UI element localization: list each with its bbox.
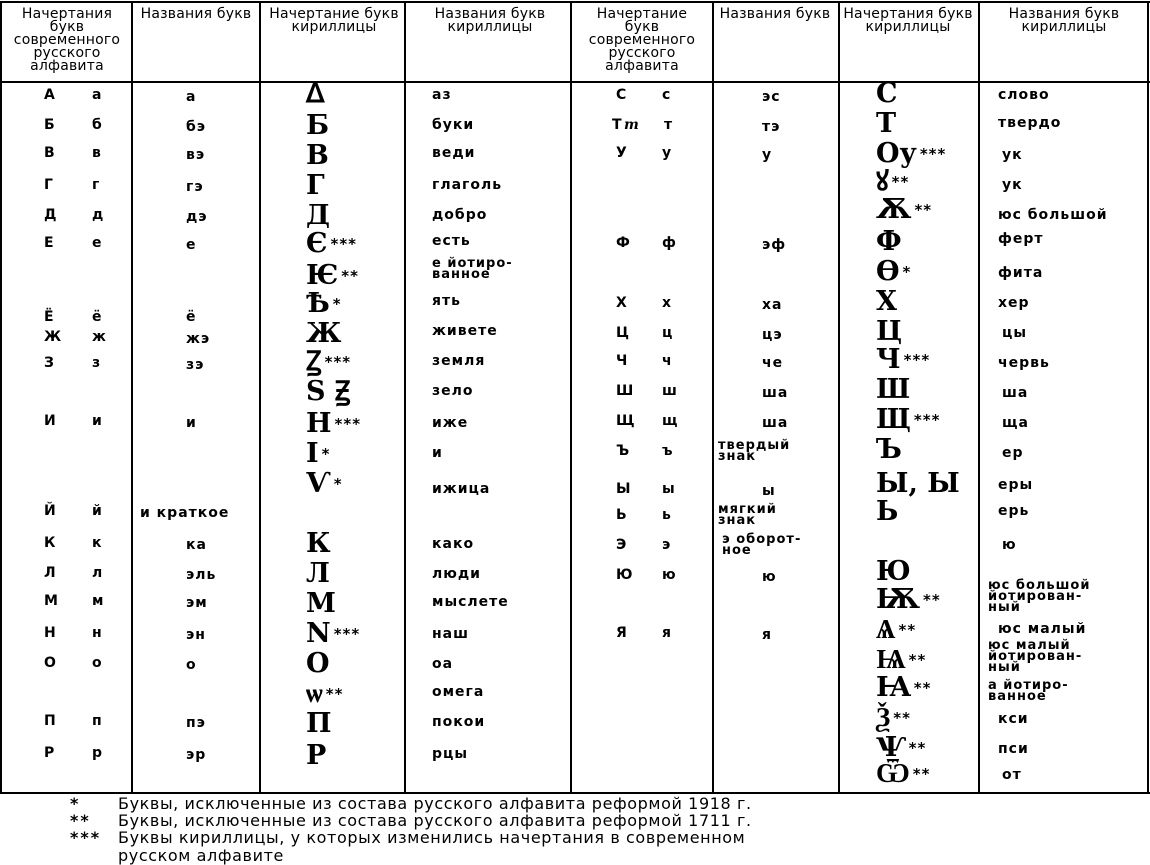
footnote-text: русском алфавите bbox=[118, 846, 284, 865]
cyrillic-letter-name: ер bbox=[1002, 445, 1024, 461]
modern-letter-upper: Ь bbox=[616, 507, 628, 523]
modern-letter-lower: ъ bbox=[662, 443, 674, 459]
cyrillic-glyph: Ѩ bbox=[876, 644, 906, 675]
modern-letter-upper: Е bbox=[44, 235, 55, 251]
modern-letter-name: че bbox=[762, 355, 784, 371]
modern-letter-name: ша bbox=[762, 415, 789, 431]
modern-letter-upper: С bbox=[616, 87, 628, 103]
cyrillic-letter bbox=[306, 530, 331, 558]
cyrillic-letter-name: како bbox=[432, 536, 475, 552]
footnote-mark: *** bbox=[324, 353, 352, 371]
modern-letter-lower: в bbox=[92, 145, 102, 161]
cyrillic-letter bbox=[306, 470, 343, 498]
modern-letter-lower: е bbox=[92, 235, 103, 251]
cyrillic-letter-name: живете bbox=[432, 323, 498, 339]
cyrillic-letter bbox=[306, 650, 330, 678]
modern-letter-name: ша bbox=[762, 385, 789, 401]
cyrillic-glyph: Г bbox=[306, 170, 325, 201]
cyrillic-glyph: І bbox=[306, 438, 319, 469]
cyrillic-letter bbox=[876, 646, 926, 674]
cyrillic-letter-name: иже bbox=[432, 415, 469, 431]
cyrillic-glyph: Ꙁ bbox=[306, 346, 322, 377]
footnote-mark: * bbox=[70, 794, 81, 813]
modern-letter-lower: с bbox=[662, 87, 672, 103]
cyrillic-glyph: Ъ bbox=[876, 434, 902, 465]
modern-letter-lower: л bbox=[92, 565, 104, 581]
cyrillic-letter bbox=[306, 710, 332, 738]
cyrillic-letter bbox=[306, 410, 361, 438]
modern-letter-upper: Ч bbox=[616, 353, 629, 369]
modern-letter-name: я bbox=[762, 627, 772, 643]
modern-letter-lower: ё bbox=[92, 309, 103, 325]
footnote-mark: ** bbox=[923, 591, 941, 609]
cyrillic-letter bbox=[876, 616, 916, 644]
cyrillic-glyph: Ѧ bbox=[876, 614, 896, 645]
cyrillic-letter-name: хер bbox=[998, 295, 1030, 311]
cyrillic-letter bbox=[306, 202, 330, 230]
footnote-mark: * bbox=[321, 445, 331, 463]
modern-letter-lower: з bbox=[92, 355, 102, 371]
cyrillic-letter-name: еры bbox=[998, 477, 1034, 493]
footnote-mark: ** bbox=[908, 739, 927, 757]
cyrillic-letter bbox=[876, 140, 946, 168]
table-divider bbox=[1147, 2, 1149, 794]
modern-letter-lower: ж bbox=[92, 329, 107, 345]
footnote-mark: *** bbox=[333, 625, 361, 643]
cyrillic-letter bbox=[876, 228, 902, 256]
modern-letter-name: ю bbox=[762, 569, 777, 585]
footnote-mark: * bbox=[902, 263, 912, 281]
table-divider bbox=[570, 2, 572, 794]
cyrillic-letter bbox=[876, 436, 902, 464]
cyrillic-letter-name: ша bbox=[1002, 385, 1029, 401]
cyrillic-glyph: Ж bbox=[306, 318, 342, 349]
modern-letter-upper: Г bbox=[44, 177, 54, 193]
cyrillic-glyph: Л bbox=[306, 558, 330, 589]
cyrillic-letter-name: ща bbox=[1002, 415, 1029, 431]
modern-letter-italic: т bbox=[624, 117, 640, 133]
cyrillic-letter-name: ферт bbox=[998, 231, 1044, 247]
cyrillic-letter-name: а йотиро- ванное bbox=[988, 678, 1069, 704]
modern-letter-upper: Ю bbox=[616, 567, 634, 583]
cyrillic-glyph: Ч bbox=[876, 344, 901, 375]
cyrillic-letter-name: добро bbox=[432, 207, 488, 223]
footnote-text: Буквы, исключенные из состава русского алфавита реформой 1711 г. bbox=[118, 811, 752, 830]
cyrillic-letter bbox=[876, 196, 932, 224]
cyrillic-letter bbox=[876, 470, 960, 498]
modern-letter-lower: я bbox=[662, 625, 672, 641]
modern-letter-lower: э bbox=[662, 537, 672, 553]
cyrillic-letter bbox=[306, 320, 341, 348]
footnote-mark: ** bbox=[325, 685, 344, 703]
cyrillic-glyph: ᐃ bbox=[306, 78, 325, 109]
modern-letter-upper: П bbox=[44, 713, 57, 729]
header-names-2: Названия букв bbox=[719, 6, 831, 22]
cyrillic-letter bbox=[306, 290, 342, 318]
modern-letter-upper: Х bbox=[616, 295, 628, 311]
cyrillic-letter bbox=[876, 704, 911, 732]
table-divider bbox=[0, 1, 1150, 3]
cyrillic-letter-name: зело bbox=[432, 383, 474, 399]
modern-letter-name: твердый знак bbox=[718, 438, 791, 464]
modern-letter-upper: Щ bbox=[616, 413, 636, 429]
modern-letter-lower: ю bbox=[662, 567, 677, 583]
cyrillic-letter bbox=[876, 80, 898, 108]
cyrillic-glyph: Ц bbox=[876, 316, 903, 347]
header-modern-2: Начертание букв современного русского алфавита bbox=[588, 6, 696, 74]
cyrillic-letter bbox=[876, 346, 930, 374]
table-divider bbox=[404, 2, 406, 794]
cyrillic-letter-name: ерь bbox=[998, 503, 1030, 519]
cyrillic-letter bbox=[876, 376, 910, 404]
modern-letter-name: эф bbox=[762, 237, 787, 253]
cyrillic-letter bbox=[306, 378, 350, 406]
cyrillic-letter-name: твердо bbox=[998, 115, 1062, 131]
footnote-mark: *** bbox=[70, 828, 102, 847]
cyrillic-letter bbox=[876, 586, 941, 614]
table-divider bbox=[0, 2, 2, 794]
cyrillic-glyph: ѡ bbox=[306, 678, 323, 709]
modern-letter-lower: х bbox=[662, 295, 673, 311]
modern-letter-upper: Я bbox=[616, 625, 628, 641]
cyrillic-letter-name: оа bbox=[432, 656, 454, 672]
modern-letter-lower: й bbox=[92, 503, 103, 519]
cyrillic-letter-name: от bbox=[1002, 767, 1022, 783]
modern-letter-lower: о bbox=[92, 655, 103, 671]
cyrillic-glyph: Ѿ bbox=[876, 758, 910, 789]
cyrillic-glyph: В bbox=[306, 140, 329, 171]
modern-letter-upper: Д bbox=[44, 207, 58, 223]
cyrillic-letter-name: буки bbox=[432, 117, 475, 133]
modern-letter-lower: р bbox=[92, 745, 104, 761]
cyrillic-glyph: О bbox=[306, 648, 330, 679]
modern-letter-name: эс bbox=[762, 89, 781, 105]
cyrillic-glyph: Щ bbox=[876, 404, 911, 435]
modern-letter-lower: т bbox=[664, 117, 674, 133]
modern-letter-upper: И bbox=[44, 413, 57, 429]
cyrillic-glyph: Б bbox=[306, 110, 330, 141]
modern-letter-name: эн bbox=[186, 627, 206, 643]
header-names-1: Названия букв bbox=[140, 6, 252, 22]
table-divider bbox=[0, 81, 1150, 83]
cyrillic-glyph: П bbox=[306, 708, 332, 739]
modern-letter-lower: б bbox=[92, 117, 103, 133]
cyrillic-letter-name: цы bbox=[1002, 325, 1028, 341]
footnote-mark: ** bbox=[70, 811, 91, 830]
modern-letter-lower: ш bbox=[662, 383, 678, 399]
footnote-mark: *** bbox=[919, 145, 947, 163]
footnote-mark: ** bbox=[898, 621, 917, 639]
cyrillic-letter bbox=[306, 172, 325, 200]
cyrillic-glyph: Ѱ bbox=[876, 732, 906, 763]
footnote-mark: *** bbox=[913, 411, 941, 429]
cyrillic-letter bbox=[306, 348, 351, 376]
modern-letter-lower: ф bbox=[662, 235, 677, 251]
cyrillic-letter bbox=[306, 620, 360, 648]
table-divider bbox=[838, 2, 840, 794]
cyrillic-glyph: Ь bbox=[876, 496, 899, 527]
modern-letter-upper: О bbox=[44, 655, 57, 671]
footnote-mark: * bbox=[333, 475, 343, 493]
cyrillic-glyph: Д bbox=[306, 200, 331, 231]
modern-letter-name: ха bbox=[762, 297, 783, 313]
cyrillic-glyph: ꙋ bbox=[876, 166, 889, 197]
footnote-mark: ** bbox=[908, 651, 927, 669]
cyrillic-letter bbox=[306, 262, 359, 290]
cyrillic-glyph: Ѣ bbox=[306, 288, 330, 319]
cyrillic-letter-name: юс малый bbox=[998, 621, 1087, 637]
cyrillic-letter bbox=[306, 230, 357, 258]
cyrillic-glyph: Є bbox=[306, 228, 328, 259]
modern-letter-lower: г bbox=[92, 177, 101, 193]
cyrillic-letter-name: юс большой йотирован- ный bbox=[988, 578, 1091, 615]
modern-letter-upper: Ф bbox=[616, 235, 631, 251]
cyrillic-glyph: Ѥ bbox=[306, 260, 339, 291]
cyrillic-letter-name: глаголь bbox=[432, 177, 503, 193]
modern-letter-lower: а bbox=[92, 87, 103, 103]
modern-letter-lower: п bbox=[92, 713, 103, 729]
footnote-mark: ** bbox=[893, 709, 911, 727]
footnote-mark: ** bbox=[914, 201, 933, 219]
cyrillic-glyph: Р bbox=[306, 740, 327, 771]
modern-letter-lower: д bbox=[92, 207, 105, 223]
table-divider bbox=[978, 2, 980, 794]
cyrillic-letter bbox=[306, 80, 324, 108]
modern-letter-name: жэ bbox=[186, 331, 211, 347]
cyrillic-letter bbox=[876, 558, 911, 586]
modern-letter-lower: ь bbox=[662, 507, 672, 523]
modern-letter-lower: ц bbox=[662, 325, 674, 341]
cyrillic-letter bbox=[876, 406, 940, 434]
modern-letter-name: эр bbox=[186, 747, 207, 763]
footnote-mark: ** bbox=[341, 267, 359, 285]
modern-letter-name: ы bbox=[762, 483, 776, 499]
modern-letter-upper: Ъ bbox=[616, 443, 631, 459]
modern-letter-name: зэ bbox=[186, 357, 205, 373]
cyrillic-glyph: Ш bbox=[876, 374, 911, 405]
cyrillic-letter bbox=[876, 318, 902, 346]
modern-letter-name: вэ bbox=[186, 147, 206, 163]
modern-letter-name: у bbox=[762, 147, 773, 163]
modern-letter-name: дэ bbox=[186, 209, 208, 225]
cyrillic-letter-name: е йотиро- ванное bbox=[432, 256, 513, 282]
modern-letter-name: бэ bbox=[186, 119, 207, 135]
table-divider bbox=[259, 2, 261, 794]
modern-letter-lower: ы bbox=[662, 481, 676, 497]
cyrillic-letter-name: наш bbox=[432, 626, 469, 642]
cyrillic-letter-name: ю bbox=[1002, 537, 1017, 553]
modern-letter-name: мягкий знак bbox=[718, 502, 777, 528]
cyrillic-letter-name: омега bbox=[432, 684, 485, 700]
cyrillic-letter bbox=[306, 440, 331, 468]
cyrillic-letter-name: ижица bbox=[432, 481, 491, 497]
cyrillic-glyph: Оу bbox=[876, 138, 917, 169]
cyrillic-letter-name: фита bbox=[998, 265, 1044, 281]
modern-letter-upper: В bbox=[44, 145, 56, 161]
modern-letter-name: ка bbox=[186, 537, 207, 553]
cyrillic-letter-name: пси bbox=[998, 741, 1029, 757]
footnote-mark: *** bbox=[330, 235, 358, 253]
modern-letter-name: гэ bbox=[186, 179, 204, 195]
cyrillic-glyph: N bbox=[306, 618, 331, 649]
header-cyr-2: Начертания букв кириллицы bbox=[843, 6, 973, 35]
footnote-mark: ** bbox=[912, 765, 931, 783]
cyrillic-letter bbox=[306, 560, 330, 588]
cyrillic-letter-name: червь bbox=[998, 355, 1050, 371]
modern-letter-upper: З bbox=[44, 355, 55, 371]
cyrillic-letter-name: юс малый йотирован- ный bbox=[988, 638, 1083, 675]
header-modern-1: Начертания букв современного русского алфавита bbox=[13, 6, 121, 74]
cyrillic-letter bbox=[876, 288, 897, 316]
modern-letter-name: е bbox=[186, 237, 197, 253]
cyrillic-glyph: К bbox=[306, 528, 331, 559]
modern-letter-name: э оборот- ное bbox=[722, 532, 802, 558]
cyrillic-letter bbox=[306, 142, 329, 170]
cyrillic-glyph: М bbox=[306, 588, 336, 619]
modern-letter-upper: К bbox=[44, 535, 57, 551]
footnote-mark: *** bbox=[903, 351, 931, 369]
header-cyrnames-2: Названия букв кириллицы bbox=[1008, 6, 1120, 35]
modern-letter-name: о bbox=[186, 657, 197, 673]
cyrillic-glyph: Ѕ Ꙃ bbox=[306, 376, 351, 407]
header-cyr-1: Начертание букв кириллицы bbox=[269, 6, 399, 35]
modern-letter-name: и bbox=[186, 415, 197, 431]
cyrillic-letter-name: ук bbox=[1002, 147, 1023, 163]
modern-letter-upper: Т bbox=[612, 117, 623, 133]
cyrillic-letter bbox=[876, 168, 909, 196]
modern-letter-upper: М bbox=[44, 593, 59, 609]
footnote-text: Буквы кириллицы, у которых изменились начертания в современном bbox=[118, 828, 746, 847]
cyrillic-letter-name: слово bbox=[998, 87, 1050, 103]
modern-letter-lower: ч bbox=[662, 353, 673, 369]
modern-letter-lower: м bbox=[92, 593, 105, 609]
cyrillic-letter-name: веди bbox=[432, 145, 476, 161]
modern-letter-name: эль bbox=[186, 567, 217, 583]
modern-letter-name: ё bbox=[186, 309, 197, 325]
cyrillic-glyph: С bbox=[876, 78, 898, 109]
cyrillic-letter-name: мыслете bbox=[432, 594, 509, 610]
cyrillic-glyph: Ѭ bbox=[876, 584, 921, 615]
modern-letter-upper: Ш bbox=[616, 383, 635, 399]
cyrillic-letter bbox=[876, 498, 898, 526]
table-divider bbox=[712, 2, 714, 794]
modern-letter-upper: Р bbox=[44, 745, 56, 761]
modern-letter-upper: У bbox=[616, 145, 628, 161]
cyrillic-letter-name: аз bbox=[432, 87, 452, 103]
cyrillic-letter bbox=[876, 760, 930, 788]
modern-letter-name: и краткое bbox=[140, 505, 230, 521]
cyrillic-letter-name: юс большой bbox=[998, 207, 1108, 223]
cyrillic-glyph: Н bbox=[306, 408, 332, 439]
modern-letter-name: а bbox=[186, 89, 197, 105]
cyrillic-glyph: Ы, Ы bbox=[876, 468, 960, 499]
modern-letter-upper: А bbox=[44, 87, 56, 103]
cyrillic-letter bbox=[306, 680, 343, 708]
modern-letter-lower: у bbox=[662, 145, 673, 161]
modern-letter-name: цэ bbox=[762, 327, 783, 343]
cyrillic-glyph: Ꙗ bbox=[876, 672, 911, 703]
modern-letter-upper: Ё bbox=[44, 309, 55, 325]
cyrillic-glyph: Х bbox=[876, 286, 897, 317]
cyrillic-glyph: Ѵ bbox=[306, 468, 331, 499]
modern-letter-name: пэ bbox=[186, 715, 206, 731]
cyrillic-letter bbox=[306, 112, 329, 140]
cyrillic-letter bbox=[876, 258, 911, 286]
cyrillic-letter-name: есть bbox=[432, 233, 471, 249]
cyrillic-letter-name: кси bbox=[998, 711, 1029, 727]
cyrillic-glyph: Ф bbox=[876, 226, 902, 257]
modern-letter-name: эм bbox=[186, 595, 208, 611]
footnote-text: Буквы, исключенные из состава русского алфавита реформой 1918 г. bbox=[118, 794, 752, 813]
modern-letter-name: тэ bbox=[762, 119, 781, 135]
modern-letter-lower: щ bbox=[662, 413, 679, 429]
cyrillic-letter bbox=[306, 590, 336, 618]
footnote-mark: ** bbox=[891, 173, 910, 191]
cyrillic-glyph: Ѫ bbox=[876, 194, 912, 225]
cyrillic-letter-name: покои bbox=[432, 714, 486, 730]
cyrillic-letter bbox=[876, 110, 896, 138]
footnote-mark: ** bbox=[913, 679, 932, 697]
modern-letter-upper: Ж bbox=[44, 329, 63, 345]
modern-letter-upper: Б bbox=[44, 117, 56, 133]
cyrillic-glyph: Ѯ bbox=[876, 702, 891, 733]
cyrillic-letter-name: рцы bbox=[432, 746, 469, 762]
cyrillic-letter-name: ук bbox=[1002, 177, 1023, 193]
modern-letter-upper: Ц bbox=[616, 325, 630, 341]
cyrillic-letter bbox=[306, 742, 326, 770]
modern-letter-upper: Й bbox=[44, 503, 57, 519]
table-divider bbox=[131, 2, 133, 794]
header-cyrnames-1: Названия букв кириллицы bbox=[434, 6, 546, 35]
footnote-mark: * bbox=[332, 295, 342, 313]
modern-letter-lower: к bbox=[92, 535, 103, 551]
cyrillic-letter bbox=[876, 674, 931, 702]
modern-letter-upper: Ы bbox=[616, 481, 632, 497]
cyrillic-letter-name: земля bbox=[432, 353, 486, 369]
footnote-mark: *** bbox=[334, 415, 362, 433]
modern-letter-upper: Э bbox=[616, 537, 628, 553]
cyrillic-glyph: Т bbox=[876, 108, 897, 139]
cyrillic-glyph: Ѳ bbox=[876, 256, 900, 287]
cyrillic-glyph: Ю bbox=[876, 556, 911, 587]
cyrillic-letter-name: люди bbox=[432, 566, 481, 582]
cyrillic-letter-name: ять bbox=[432, 293, 461, 309]
modern-letter-upper: Л bbox=[44, 565, 57, 581]
modern-letter-upper: Н bbox=[44, 625, 57, 641]
modern-letter-lower: н bbox=[92, 625, 103, 641]
modern-letter-lower: и bbox=[92, 413, 103, 429]
cyrillic-letter-name: и bbox=[432, 445, 443, 461]
